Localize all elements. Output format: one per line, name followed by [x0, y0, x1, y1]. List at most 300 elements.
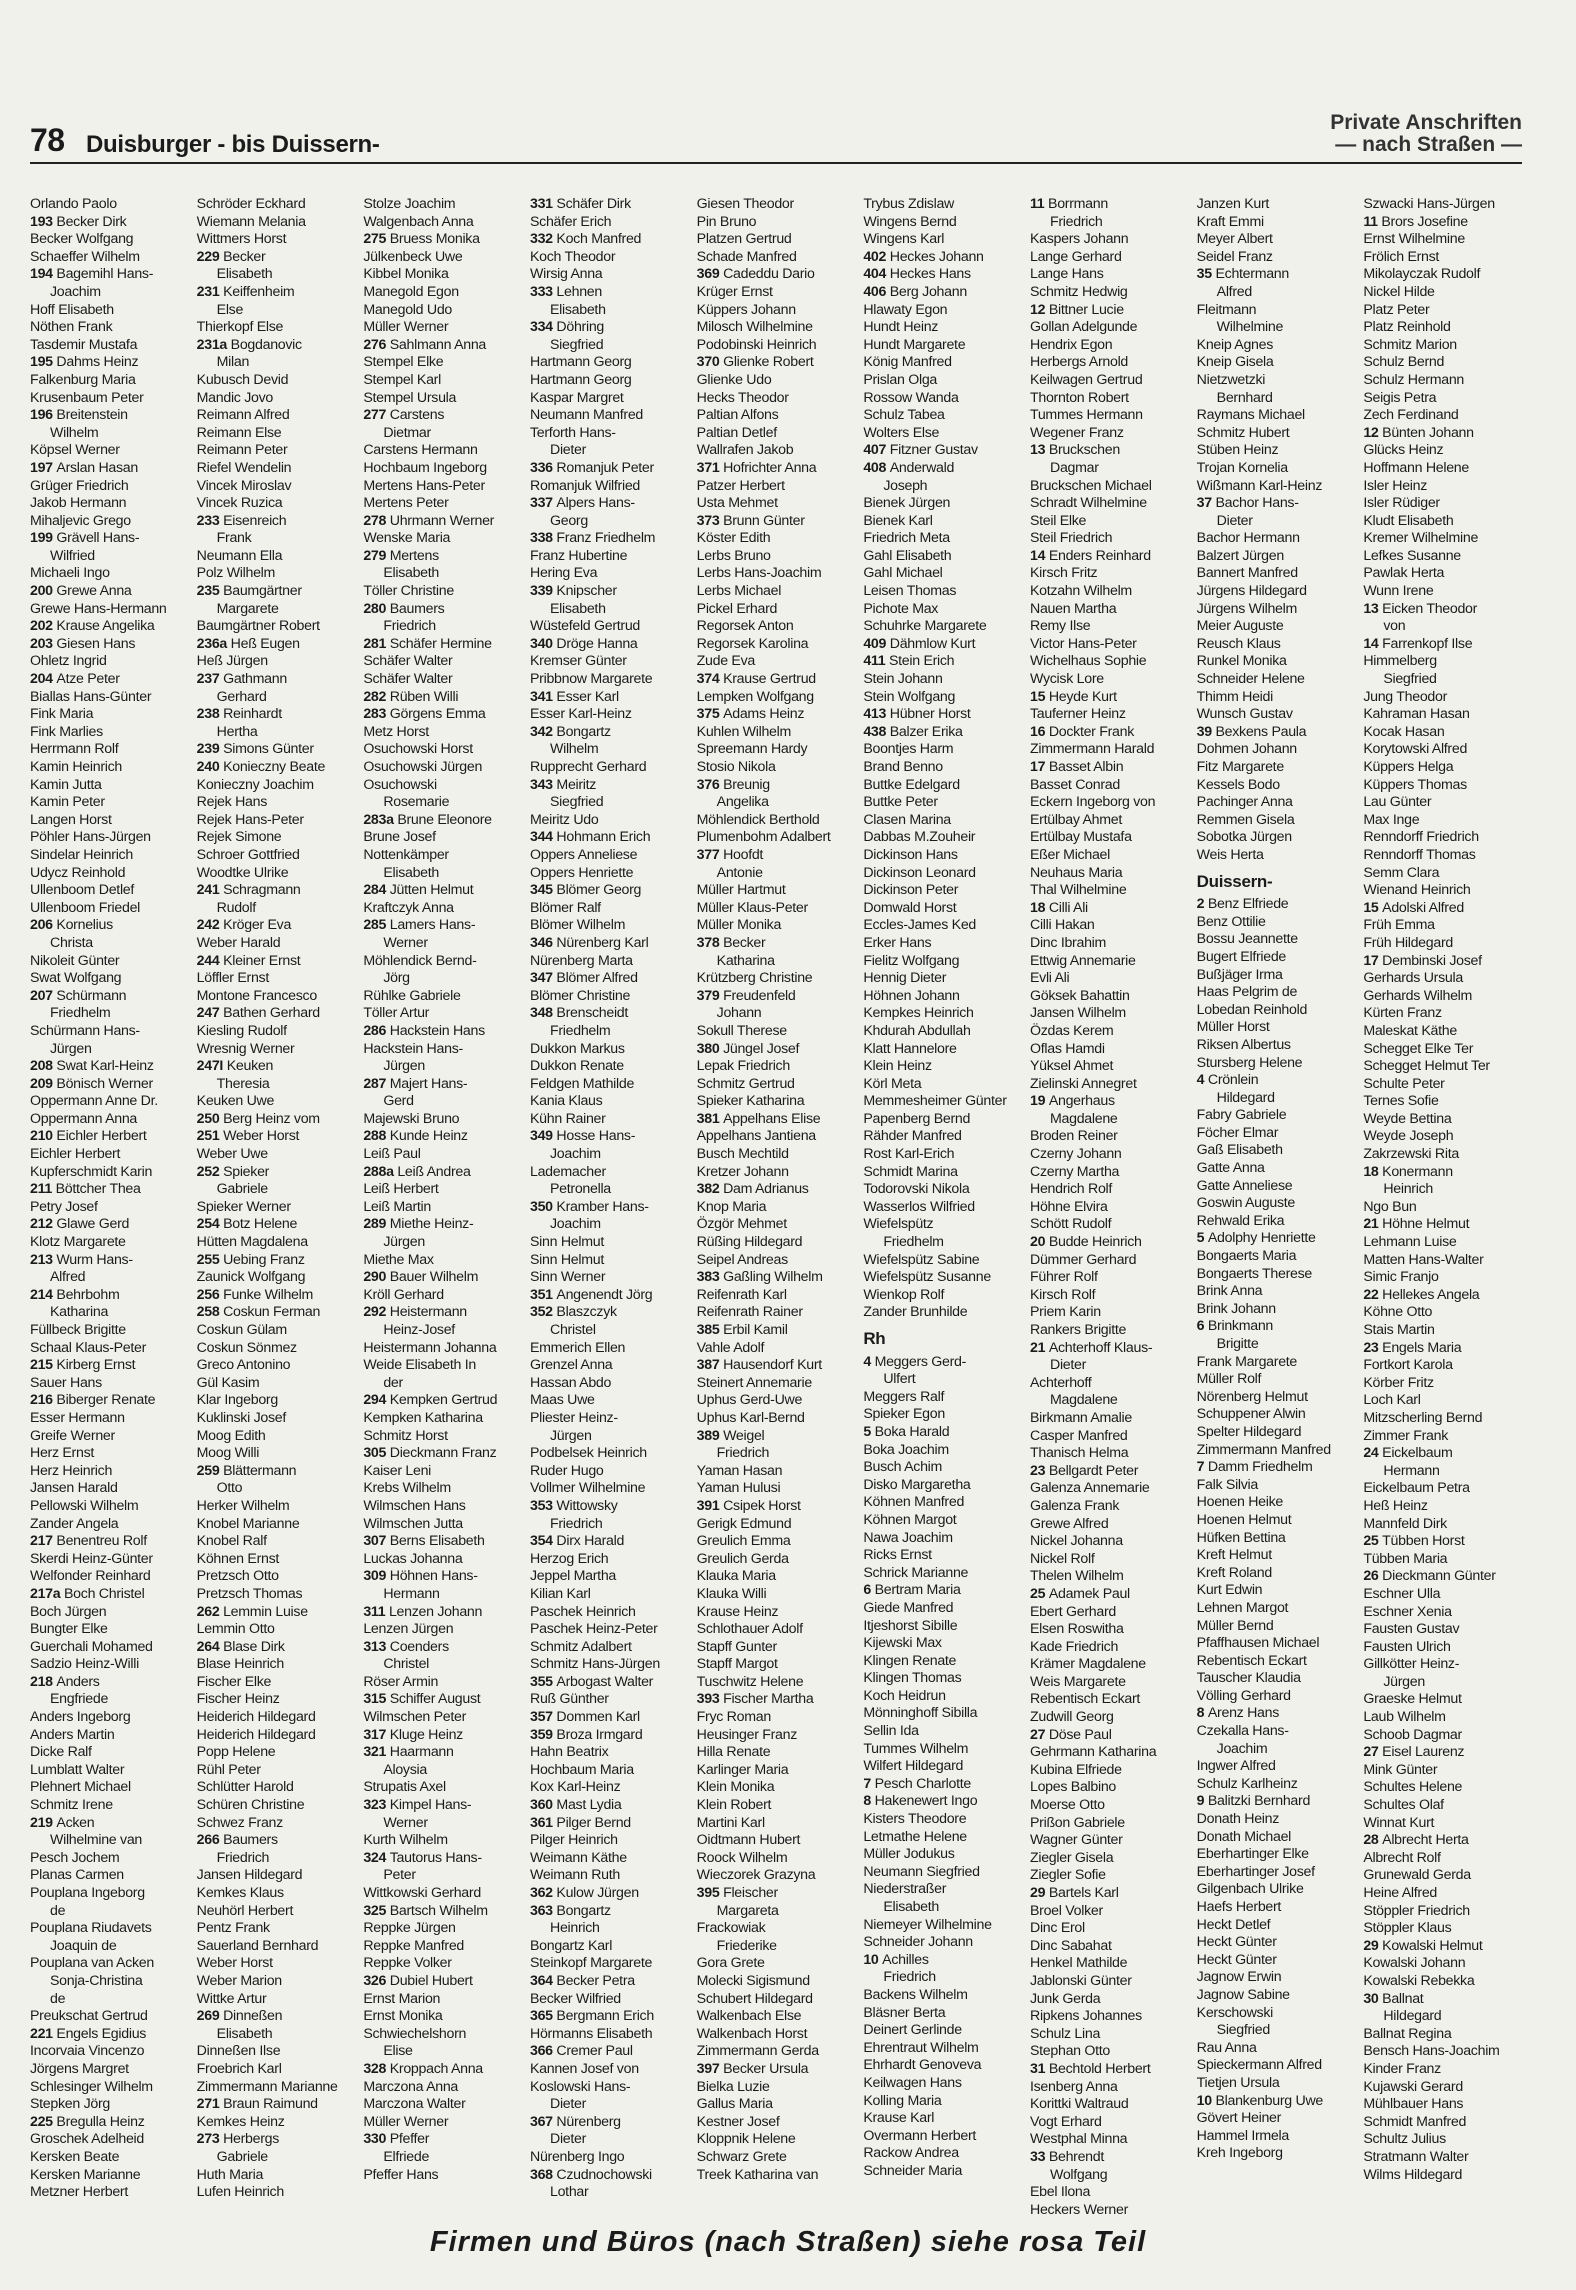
address-entry: 343 Meiritz — [530, 776, 597, 793]
address-entry: Wilmschen Peter — [363, 1709, 467, 1726]
address-entry: Henkel Mathilde — [1030, 1955, 1128, 1972]
address-entry: Oppers Anneliese — [530, 846, 638, 863]
house-number: 203 — [30, 635, 57, 652]
address-entry: Kamin Heinrich — [30, 759, 122, 775]
address-entry: Hendrix Egon — [1030, 336, 1113, 353]
address-entry: 350 Kramber Hans- — [530, 1198, 649, 1215]
address-entry: Fabry Gabriele — [1196, 1107, 1287, 1124]
address-entry: Paltian Alfons — [696, 407, 779, 424]
address-entry: 288a Leiß Andrea — [363, 1163, 471, 1180]
house-number: 7 — [1196, 1459, 1208, 1476]
house-number: 9 — [1196, 1793, 1208, 1810]
address-entry: Zaunick Wolfgang — [196, 1269, 306, 1286]
address-entry: Letmathe Helene — [863, 1828, 967, 1845]
entry-continuation: Margarete — [216, 600, 279, 617]
address-entry: Stempel Elke — [363, 354, 444, 371]
address-entry: Küppers Thomas — [1363, 776, 1467, 793]
address-entry: Weber Harald — [196, 934, 281, 951]
address-entry: Broel Volker — [1030, 1902, 1103, 1919]
address-entry: Jakob Hermann — [30, 495, 127, 512]
house-number: 8 — [863, 1793, 875, 1810]
address-entry: Konieczny Joachim — [196, 776, 314, 793]
address-entry: Kreft Roland — [1196, 1564, 1272, 1581]
address-entry: Memmesheimer Günter — [863, 1093, 1007, 1110]
house-number: 199 — [30, 530, 57, 547]
address-entry: Stapff Margot — [696, 1656, 778, 1673]
house-number: 379 — [696, 987, 724, 1004]
address-entry: 18 Cilli Ali — [1030, 899, 1088, 916]
address-entry: 395 Fleischer — [696, 1885, 778, 1901]
address-entry: Schüren Christine — [196, 1797, 305, 1814]
address-entry: 264 Blase Dirk — [196, 1638, 285, 1655]
address-entry: 362 Kulow Jürgen — [530, 1885, 639, 1901]
address-entry: Sauer Hans — [30, 1374, 102, 1391]
address-entry: Loch Karl — [1363, 1392, 1421, 1409]
address-entry: Herz Ernst — [30, 1445, 95, 1462]
address-entry: Preukschat Gertrud — [30, 2008, 148, 2025]
address-entry: Zakrzewski Rita — [1363, 1146, 1459, 1163]
address-entry: Hilla Renate — [696, 1744, 771, 1761]
address-entry: 404 Heckes Hans — [863, 266, 971, 283]
address-entry: 7 Pesch Charlotte — [863, 1775, 972, 1792]
address-entry: Ballnat Regina — [1363, 2025, 1452, 2042]
house-number: 387 — [696, 1357, 724, 1374]
address-entry: Platz Reinhold — [1363, 319, 1451, 336]
address-entry: Greco Antonino — [196, 1357, 291, 1374]
house-number: 364 — [530, 1972, 557, 1989]
entry-continuation: Gerhard — [216, 688, 267, 705]
column-3 — [363, 196, 530, 2219]
house-number: 282 — [363, 688, 390, 705]
address-entry: Evli Ali — [1030, 970, 1070, 987]
house-number: 213 — [30, 1251, 57, 1268]
address-entry: Goswin Auguste — [1196, 1195, 1295, 1212]
entry-continuation: Joseph — [883, 477, 928, 494]
house-number: 264 — [196, 1638, 224, 1655]
house-number: 10 — [1196, 2092, 1216, 2109]
address-entry: Mertens Peter — [363, 495, 449, 512]
entry-continuation: Dieter — [1050, 1357, 1087, 1374]
address-entry: Lenzen Jürgen — [363, 1621, 454, 1638]
address-entry: Platzen Gertrud — [696, 231, 792, 248]
address-entry: Wasserlos Wilfried — [863, 1198, 975, 1215]
address-entry: Reifenrath Rainer — [696, 1304, 803, 1321]
address-entry: 406 Berg Johann — [863, 283, 967, 300]
address-entry: 8 Hakenewert Ingo — [863, 1793, 978, 1810]
entry-continuation: Gabriele — [216, 2148, 268, 2165]
address-entry: Winnat Kurt — [1363, 1814, 1435, 1831]
address-entry: Moog Edith — [196, 1427, 266, 1444]
address-entry: Carstens Hermann — [363, 442, 478, 459]
address-entry: Hundt Heinz — [863, 319, 939, 336]
address-entry: 11 Borrmann — [1030, 196, 1108, 212]
address-entry: Vollmer Wilhelmine — [530, 1480, 646, 1497]
house-number: 325 — [363, 1902, 390, 1919]
house-number: 281 — [363, 635, 390, 652]
house-number: 217 — [30, 1533, 57, 1550]
house-number: 6 — [863, 1582, 875, 1599]
address-entry: Vincek Miroslav — [196, 477, 292, 494]
address-entry: Lefkes Susanne — [1363, 547, 1461, 564]
address-entry: Wycisk Lore — [1030, 671, 1104, 688]
address-entry: 244 Kleiner Ernst — [196, 952, 301, 969]
address-entry: Kurth Wilhelm — [363, 1832, 448, 1849]
address-entry: Herrmann Rolf — [30, 741, 119, 758]
address-entry: Schlesinger Wilhelm — [30, 2078, 153, 2095]
house-number: 326 — [363, 1972, 390, 1989]
address-entry: Fischer Heinz — [196, 1691, 280, 1708]
house-number: 276 — [363, 336, 390, 353]
address-entry: Runkel Monika — [1196, 653, 1287, 670]
house-number: 351 — [530, 1286, 557, 1303]
address-entry: Heine Alfred — [1363, 1885, 1438, 1901]
house-number: 4 — [863, 1353, 875, 1370]
address-entry: Kubusch Devid — [196, 371, 289, 388]
address-entry: Dickinson Leonard — [863, 864, 976, 881]
address-entry: Kolling Maria — [863, 2092, 942, 2109]
house-number: 254 — [196, 1216, 224, 1233]
address-entry: Emmerich Ellen — [530, 1339, 626, 1356]
address-entry: Nickel Hilde — [1363, 283, 1435, 300]
address-entry: 14 Farrenkopf Ilse — [1363, 635, 1473, 652]
address-entry: Meggers Ralf — [863, 1388, 945, 1405]
house-number: 385 — [696, 1322, 724, 1338]
house-number: 283a — [363, 811, 398, 828]
house-number: 362 — [530, 1885, 557, 1901]
address-entry: 289 Miethe Heinz- — [363, 1216, 474, 1233]
address-entry: Jürgens Wilhelm — [1196, 600, 1298, 617]
entry-continuation: Theresia — [216, 1075, 270, 1092]
address-entry: Orlando Paolo — [30, 196, 117, 212]
address-entry: Weber Horst — [196, 1955, 273, 1972]
house-number: 11 — [1030, 196, 1049, 212]
house-number: 341 — [530, 688, 557, 705]
address-entry: Fischer Elke — [196, 1673, 272, 1690]
address-entry: Osuchowski Jürgen — [363, 759, 483, 775]
house-number: 210 — [30, 1128, 57, 1145]
entry-continuation: Dagmar — [1050, 459, 1099, 476]
address-entry: Udycz Reinhold — [30, 864, 126, 881]
address-entry: Niemeyer Wilhelmine — [863, 1916, 992, 1933]
address-entry: 339 Knipscher — [530, 583, 617, 600]
address-entry: 321 Haarmann — [363, 1744, 454, 1761]
house-number: 255 — [196, 1251, 224, 1268]
address-entry: Boontjes Harm — [863, 741, 954, 758]
address-entry: Prislan Olga — [863, 371, 938, 388]
address-entry: Bußjäger Irma — [1196, 966, 1283, 983]
house-number: 369 — [696, 266, 724, 283]
house-number: 438 — [863, 723, 890, 740]
address-entry: Ettwig Annemarie — [1030, 952, 1136, 969]
address-entry: Grenzel Anna — [530, 1357, 613, 1374]
address-entry: Schneider Maria — [863, 2162, 963, 2179]
address-entry: Bannert Manfred — [1196, 565, 1298, 582]
address-entry: Reppke Jürgen — [363, 1920, 456, 1937]
house-number: 370 — [696, 354, 724, 371]
address-entry: Kahraman Hasan — [1363, 706, 1470, 723]
house-number: 365 — [530, 2008, 557, 2025]
address-entry: 17 Basset Albin — [1030, 759, 1124, 775]
address-entry: Pfaffhausen Michael — [1196, 1635, 1320, 1652]
address-entry: Hlawaty Egon — [863, 301, 948, 318]
column-2 — [197, 196, 364, 2219]
address-entry: Kurt Edwin — [1196, 1582, 1263, 1599]
address-entry: Rankers Brigitte — [1030, 1322, 1127, 1338]
address-entry: 13 Eicken Theodor — [1363, 600, 1478, 617]
address-entry: Oidtmann Hubert — [696, 1832, 801, 1849]
address-entry: Franz Hubertine — [530, 547, 628, 564]
entry-continuation: Jörg — [383, 970, 410, 987]
house-number: 236a — [196, 635, 231, 652]
house-number: 256 — [196, 1286, 224, 1303]
house-number: 363 — [530, 1902, 557, 1919]
address-entry: Manegold Egon — [363, 283, 459, 300]
address-entry: 19 Angerhaus — [1030, 1093, 1115, 1110]
address-entry: 336 Romanjuk Peter — [530, 459, 654, 476]
entry-continuation: Werner — [383, 1814, 428, 1831]
address-entry: Langen Horst — [30, 811, 112, 828]
house-number: 315 — [363, 1691, 390, 1708]
address-entry: Schmitz Irene — [30, 1797, 113, 1814]
address-entry: Zielinski Annegret — [1030, 1075, 1137, 1092]
house-number: 311 — [363, 1603, 389, 1620]
entry-continuation: Else — [216, 301, 244, 318]
house-number: 23 — [1363, 1339, 1383, 1356]
address-entry: Körl Meta — [863, 1075, 922, 1092]
house-number: 357 — [530, 1709, 557, 1726]
address-entry: Paltian Detlef — [696, 424, 777, 441]
address-entry: Weide Elisabeth In — [363, 1357, 476, 1374]
address-entry: Jansen Harald — [30, 1480, 118, 1497]
address-entry: 199 Grävell Hans- — [30, 530, 140, 547]
address-entry: Wieczorek Grazyna — [696, 1867, 816, 1884]
address-entry: Sauerland Bernhard — [196, 1937, 319, 1954]
address-entry: Nürenberg Marta — [530, 952, 633, 969]
address-entry: Bienek Jürgen — [863, 495, 951, 512]
address-entry: Spieker Katharina — [696, 1093, 805, 1110]
address-entry: Schmidt Marina — [863, 1163, 958, 1180]
house-number: 218 — [30, 1673, 57, 1690]
address-entry: Dümmer Gerhard — [1030, 1251, 1137, 1268]
address-entry: Klotz Margarete — [30, 1234, 126, 1251]
address-entry: 340 Dröge Hanna — [530, 635, 638, 652]
address-entry: Fink Marlies — [30, 723, 103, 740]
address-entry: Neumann Ella — [196, 547, 283, 564]
address-entry: Krämer Magdalene — [1030, 1656, 1146, 1673]
address-entry: Schwez Franz — [196, 1814, 283, 1831]
entry-continuation: Gerd — [383, 1093, 414, 1110]
address-entry: Tübben Maria — [1363, 1550, 1448, 1567]
house-number: 235 — [196, 583, 224, 600]
house-number: 251 — [196, 1128, 224, 1145]
address-entry: Kreh Ingeborg — [1196, 2145, 1283, 2162]
address-entry: Kremer Wilhelmine — [1363, 530, 1479, 547]
house-number: 321 — [363, 1744, 390, 1761]
address-entry: 266 Baumers — [196, 1832, 278, 1849]
address-entry: Deinert Gerlinde — [863, 2022, 962, 2039]
address-entry: Dinc Erol — [1030, 1920, 1085, 1937]
address-entry: 286 Hackstein Hans — [363, 1022, 485, 1039]
address-entry: Schuhrke Margarete — [863, 618, 987, 635]
house-number: 4 — [1196, 1072, 1208, 1089]
address-entry: 269 Dinneßen — [196, 2008, 283, 2025]
address-entry: 193 Becker Dirk — [30, 213, 127, 230]
address-entry: Hoff Elisabeth — [30, 301, 114, 318]
address-entry: 332 Koch Manfred — [530, 231, 642, 248]
entry-continuation: Friedrich — [216, 1849, 270, 1866]
entry-continuation: Siegfried — [550, 794, 604, 811]
address-entry: Czekalla Hans- — [1196, 1723, 1289, 1740]
address-entry: Podobinski Heinrich — [696, 336, 817, 353]
address-entry: Schlothauer Adolf — [696, 1621, 803, 1638]
address-entry: Victor Hans-Peter — [1030, 635, 1137, 652]
address-entry: Fleitmann — [1196, 301, 1257, 318]
address-entry: Schoob Dagmar — [1363, 1726, 1462, 1743]
address-entry: Heiderich Hildegard — [196, 1726, 316, 1743]
address-entry: 212 Glawe Gerd — [30, 1216, 130, 1233]
address-entry: Petry Josef — [30, 1198, 98, 1215]
entry-continuation: Friedrich — [383, 618, 436, 635]
entry-continuation: Friedhelm — [883, 1234, 944, 1251]
entry-continuation: Gabriele — [216, 1181, 268, 1198]
address-entry: Isler Heinz — [1363, 477, 1428, 494]
entry-continuation: Sonja-Christina — [50, 1972, 143, 1989]
address-entry: König Manfred — [863, 354, 952, 371]
address-entry: Lau Günter — [1363, 794, 1432, 811]
house-number: 18 — [1363, 1163, 1383, 1180]
address-entry: Wittkowski Gerhard — [363, 1885, 481, 1901]
address-entry: Rühl Peter — [196, 1761, 261, 1778]
address-entry: 277 Carstens — [363, 407, 445, 424]
address-entry: Wißmann Karl-Heinz — [1196, 477, 1323, 494]
address-entry: Kersken Beate — [30, 2148, 120, 2165]
address-entry: 241 Schragmann — [196, 882, 301, 899]
address-entry: 239 Simons Günter — [196, 741, 314, 758]
address-entry: Schubert Hildegard — [696, 1990, 813, 2007]
address-entry: Kuklinski Josef — [196, 1409, 286, 1426]
address-entry: 373 Brunn Günter — [696, 512, 805, 529]
address-entry: Pichote Max — [863, 600, 939, 617]
address-entry: Renndorff Friedrich — [1363, 829, 1479, 846]
address-entry: Eßer Michael — [1030, 846, 1110, 863]
entry-continuation: Siegfried — [1383, 671, 1437, 688]
address-entry: Kocak Hasan — [1363, 723, 1445, 740]
address-entry: Wittke Artur — [196, 1990, 267, 2007]
address-entry: Sinn Helmut — [530, 1234, 604, 1251]
address-entry: Martini Karl — [696, 1814, 765, 1831]
address-entry: 29 Bartels Karl — [1030, 1885, 1119, 1901]
address-entry: Zude Eva — [696, 653, 755, 670]
address-entry: Müller Horst — [1196, 1019, 1270, 1036]
address-entry: Guerchali Mohamed — [30, 1638, 153, 1655]
address-entry: 276 Sahlmann Anna — [363, 336, 487, 353]
address-entry: Usta Mehmet — [696, 495, 778, 512]
address-entry: 35 Echtermann — [1196, 266, 1289, 283]
address-entry: Buttke Peter — [863, 794, 938, 811]
address-entry: 342 Bongartz — [530, 723, 611, 740]
address-entry: Eschner Ulla — [1363, 1585, 1441, 1602]
address-entry: Frölich Ernst — [1363, 248, 1440, 265]
house-number: 343 — [530, 776, 557, 793]
address-entry: Bongartz Karl — [530, 1937, 613, 1954]
address-entry: Lehmann Luise — [1363, 1234, 1457, 1251]
address-entry: Pesch Jochem — [30, 1849, 120, 1866]
house-number: 216 — [30, 1392, 57, 1409]
address-entry: Keuken Uwe — [196, 1093, 275, 1110]
address-entry: Balzert Jürgen — [1196, 547, 1284, 564]
address-entry: 217a Boch Christel — [30, 1585, 145, 1602]
entry-continuation: Friedrich — [883, 1969, 936, 1986]
address-entry: Fausten Ulrich — [1363, 1638, 1451, 1655]
address-entry: Nauen Martha — [1030, 600, 1117, 617]
entry-continuation: Lothar — [550, 2184, 589, 2201]
entry-continuation: Dieter — [550, 442, 587, 459]
address-entry: 391 Csipek Horst — [696, 1497, 801, 1514]
address-entry: Junk Gerda — [1030, 1990, 1101, 2007]
entry-continuation: Magdalene — [1050, 1392, 1118, 1409]
address-entry: Pouplana Ingeborg — [30, 1885, 145, 1901]
address-entry: Özgör Mehmet — [696, 1216, 787, 1233]
address-entry: 333 Lehnen — [530, 283, 602, 300]
house-number: 21 — [1363, 1216, 1383, 1233]
address-entry: Jagnow Sabine — [1196, 1986, 1290, 2003]
address-entry: Yaman Hulusi — [696, 1480, 781, 1497]
address-entry: Stais Martin — [1363, 1322, 1435, 1338]
address-entry: Roock Wilhelm — [696, 1849, 788, 1866]
address-entry: Wresnig Werner — [196, 1040, 295, 1057]
address-entry: Sinn Helmut — [530, 1251, 604, 1268]
address-entry: Grewe Hans-Hermann — [30, 600, 167, 617]
address-entry: 285 Lamers Hans- — [363, 917, 476, 934]
house-number: 200 — [30, 583, 57, 600]
entry-continuation: Christa — [50, 934, 93, 951]
address-entry: Heiderich Hildegard — [196, 1709, 316, 1726]
address-entry: 6 Brinkmann — [1196, 1318, 1274, 1335]
address-entry: 240 Konieczny Beate — [196, 759, 326, 775]
address-entry: Jagnow Erwin — [1196, 1969, 1282, 1986]
footer-note: Firmen und Büros (nach Straßen) siehe rosa Teil — [429, 2226, 1147, 2258]
address-entry: Gillkötter Heinz- — [1363, 1656, 1460, 1673]
house-number: 217a — [30, 1585, 65, 1602]
address-entry: Weis Margarete — [1030, 1673, 1126, 1690]
house-number: 408 — [863, 459, 890, 476]
address-entry: Thelen Wilhelm — [1030, 1568, 1124, 1585]
address-entry: Kloppnik Helene — [696, 2131, 796, 2148]
house-number: 244 — [196, 952, 224, 969]
column-9 — [1363, 196, 1530, 2219]
house-number: 361 — [530, 1814, 557, 1831]
address-entry: Kannen Josef von — [530, 2060, 639, 2077]
address-entry: Fortkort Karola — [1363, 1357, 1453, 1374]
house-number: 382 — [696, 1181, 724, 1198]
address-entry: Klauka Willi — [696, 1585, 767, 1602]
address-entry: 346 Nürenberg Karl — [530, 934, 649, 951]
house-number: 195 — [30, 354, 57, 371]
address-entry: 309 Höhnen Hans- — [363, 1568, 478, 1585]
address-entry: Schaal Klaus-Peter — [30, 1339, 147, 1356]
address-entry: Woodtke Ulrike — [196, 864, 289, 881]
entry-continuation: Elisabeth — [883, 1899, 939, 1915]
house-number: 277 — [363, 407, 390, 424]
address-entry: Korittki Waltraud — [1030, 2096, 1129, 2113]
address-entry: Planas Carmen — [30, 1867, 124, 1884]
address-entry: Gerigk Edmund — [696, 1515, 792, 1532]
address-entry: Stratmann Walter — [1363, 2148, 1469, 2165]
address-entry: Rejek Simone — [196, 829, 282, 846]
address-entry: Kreft Helmut — [1196, 1547, 1272, 1564]
entry-continuation: Jürgen — [383, 1234, 425, 1251]
address-entry: Tietjen Ursula — [1196, 2074, 1280, 2091]
